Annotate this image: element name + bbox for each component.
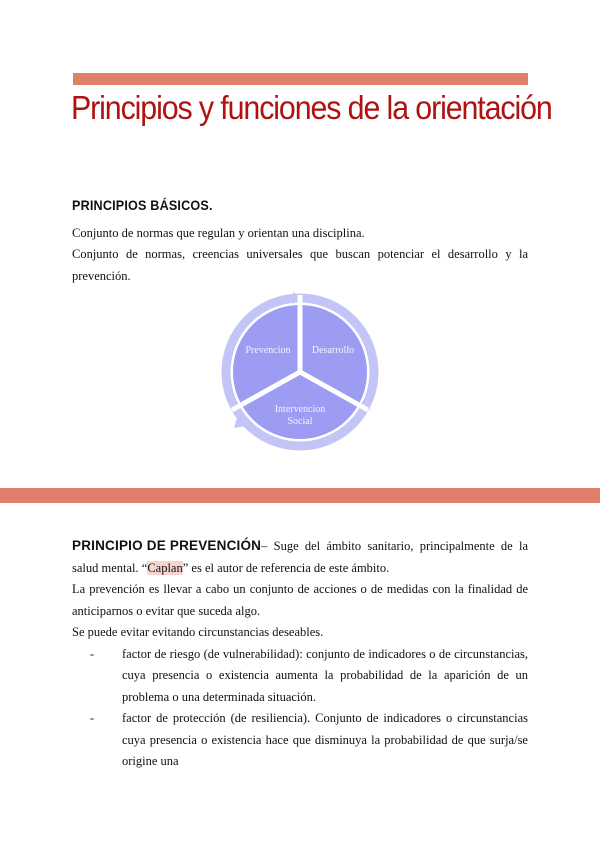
- paragraph: Se puede evitar evitando circunstancias deseables.: [72, 625, 324, 639]
- highlighted-author: Caplan: [147, 560, 183, 575]
- segment-label-social: Social: [287, 416, 313, 427]
- paragraph: Conjunto de normas que regulan y orientan una disciplina.: [72, 226, 365, 240]
- section-divider-bar: [0, 488, 600, 503]
- paragraph: La prevención es llevar a cabo un conjunto de acciones o de medidas con la finalidad de anticiparnos o evitar que suceda algo.: [72, 582, 528, 618]
- list-item: [72, 644, 528, 709]
- segment-label-prevencion: Prevencion: [245, 345, 291, 356]
- section-heading-prevencion: PRINCIPIO DE PREVENCIÓN: [72, 538, 262, 553]
- segment-label-desarrollo: Desarrollo: [311, 345, 355, 356]
- section-heading-principios: PRINCIPIOS BÁSICOS.: [72, 197, 213, 213]
- decorative-bar: [73, 73, 528, 85]
- paragraph: Conjunto de normas, creencias universales que buscan potenciar el desarrollo y la prevención.: [72, 247, 528, 283]
- cycle-diagram: [190, 290, 410, 460]
- paragraph: [72, 535, 528, 579]
- intro-text-end: ” es el autor de referencia de este ámbito.: [182, 560, 390, 575]
- intro-text: – Suge del ámbito sanitario, principalmente de la salud mental. “: [72, 539, 528, 575]
- bullet-list: [72, 644, 528, 773]
- segment-label-intervencion: Intervencion: [274, 404, 326, 415]
- page-title: Principios y funciones de la orientación: [71, 89, 552, 126]
- bullet-dash: -: [90, 711, 95, 725]
- list-item-text: factor de riesgo (de vulnerabilidad): conjunto de indicadores o de circunstancias, cuya presencia o existencia aumenta la probabilidad de la aparición de un problema o una determinada situación.: [122, 646, 528, 704]
- bullet-dash: -: [90, 646, 95, 661]
- list-item: [72, 708, 528, 773]
- section-prevencion: [72, 535, 528, 773]
- list-item-text: factor de protección (de resiliencia). Conjunto de indicadores o circunstancias cuya presencia o existencia hace que disminuya la probabilidad de que surja/se origine una: [122, 711, 528, 768]
